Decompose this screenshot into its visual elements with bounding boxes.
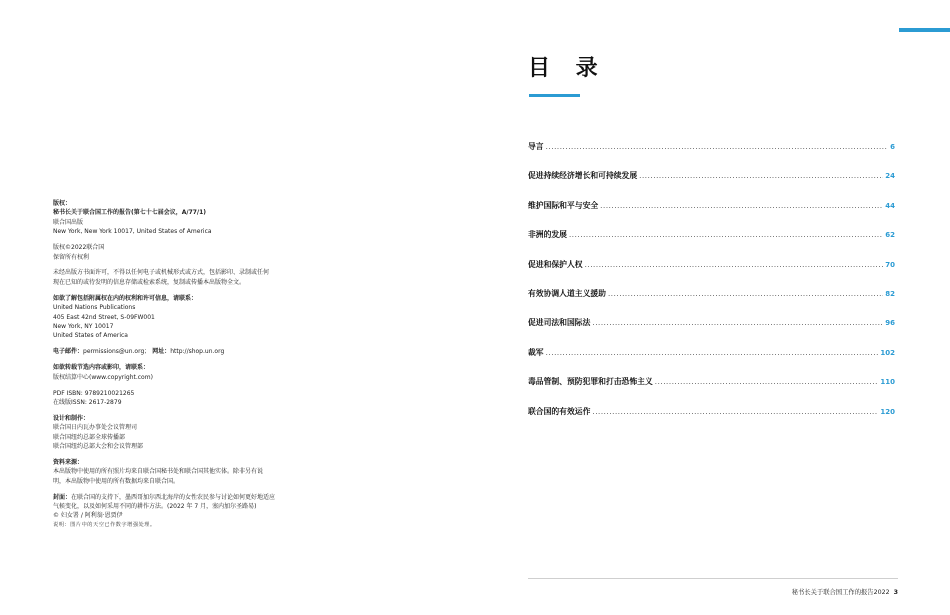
cover-text-1: 在联合国的支持下，墨西哥加尔西北海岸的女性农民参与讨论如何更好地适应: [71, 493, 276, 501]
publisher: 联合国出版: [53, 218, 84, 226]
toc-leader-dots: [585, 261, 884, 269]
toc-entry-page: 102: [880, 348, 895, 357]
title-underline: [529, 94, 580, 97]
design-line-1: 联合国日内瓦办事处会议管理司: [53, 424, 138, 432]
copyright-block: [53, 199, 303, 530]
toc-entry-page: 44: [885, 201, 895, 210]
contact-line: [53, 347, 303, 356]
footer-report-name: 秘书长关于联合国工作的报告2022: [791, 589, 890, 596]
toc-entry-page: 110: [880, 378, 895, 387]
toc-list: [528, 141, 895, 435]
sources-heading: 资料来源：: [53, 458, 84, 466]
photocopy-contact: 版权结算中心(www.copyright.com): [53, 373, 153, 381]
toc-entry-page: 82: [885, 289, 895, 298]
toc-entry-page: 24: [885, 172, 895, 181]
sources-line-1: 本出版物中使用的所有照片均来自联合国秘书处和联合国其他实体。除非另有说: [53, 468, 264, 476]
toc-entry-label: 促进持续经济增长和可持续发展: [528, 171, 638, 181]
toc-leader-dots: [655, 378, 879, 386]
toc-entry-label: 促进司法和国际法: [528, 318, 591, 328]
toc-entry[interactable]: [528, 317, 895, 346]
contact-city: New York, NY 10017: [53, 322, 114, 330]
design-line-2: 联合国纽约总部全球传播部: [53, 433, 126, 441]
toc-entry[interactable]: [528, 170, 895, 199]
copyright-line: 版权©2022联合国: [53, 244, 105, 252]
pdf-isbn: PDF ISBN: 9789210021265: [53, 389, 135, 397]
rights-reserved: 保留所有权利: [53, 253, 90, 261]
toc-leader-dots: [546, 349, 879, 357]
email-label: 电子邮件：: [53, 348, 84, 356]
toc-entry[interactable]: [528, 406, 895, 435]
top-accent-bar: [899, 28, 950, 32]
toc-leader-dots: [546, 143, 889, 151]
toc-entry-label: 毒品管制、预防犯罪和打击恐怖主义: [528, 377, 653, 387]
toc-entry[interactable]: [528, 141, 895, 170]
toc-entry[interactable]: [528, 347, 895, 376]
toc-entry-page: 96: [885, 319, 895, 328]
copyright-heading: 版权：: [53, 200, 72, 207]
design-line-3: 联合国纽约总部大会和会议管理部: [53, 443, 144, 451]
photo-note: 说明：图片中的天空已作数字增强处理。: [53, 521, 156, 528]
cover-label: 封面：: [53, 493, 72, 501]
toc-leader-dots: [600, 202, 883, 210]
toc-entry[interactable]: [528, 229, 895, 258]
photo-credit: © 妇女署 / 阿利翁·恩贾伊: [53, 512, 123, 520]
cover-line-2: 气候变化，以及如何采用不同的耕作方法。(2022 年 7 月，塞内加尔圣路易): [53, 503, 257, 511]
rights-info-heading: 如欲了解包括附属权在内的权利和许可信息，请联系：: [53, 294, 198, 302]
footer-divider: [528, 578, 898, 579]
email-link[interactable]: permissions@un.org；: [83, 348, 151, 356]
publisher-address: New York, New York 10017, United States of America: [53, 228, 212, 236]
toc-leader-dots: [608, 290, 883, 298]
contact-country: United States of America: [53, 332, 128, 340]
toc-entry-label: 非洲的发展: [528, 230, 567, 240]
toc-entry[interactable]: [528, 259, 895, 288]
notice-line-2: 现在已知的或待发明的信息存储或检索系统，复制或传播本出版物全文。: [53, 278, 246, 286]
toc-entry-label: 维护国际和平与安全: [528, 200, 599, 210]
photocopy-heading: 如欲转载节选内容或影印，请联系：: [53, 364, 150, 372]
design-heading: 设计和制作：: [53, 414, 90, 422]
website-link[interactable]: http://shop.un.org: [170, 348, 225, 356]
footer-page-number: 3: [893, 589, 898, 596]
toc-leader-dots: [592, 319, 883, 327]
toc-leader-dots: [569, 231, 883, 239]
toc-entry-label: 有效协调人道主义援助: [528, 288, 606, 298]
contact-org: United Nations Publications: [53, 304, 136, 312]
toc-entry-page: 62: [885, 231, 895, 240]
toc-entry-label: 促进和保护人权: [528, 259, 583, 269]
toc-entry-page: 70: [885, 260, 895, 269]
online-issn: 在线版ISSN: 2617-2879: [53, 398, 122, 406]
toc-entry-page: 120: [880, 407, 895, 416]
sources-line-2: 明，本出版物中使用的所有数据均来自联合国。: [53, 477, 180, 485]
toc-leader-dots: [639, 172, 883, 180]
toc-entry-page: 6: [890, 143, 895, 151]
page-footer: [792, 587, 898, 596]
contact-street: 405 East 42nd Street, S-09FW001: [53, 313, 155, 321]
toc-entry[interactable]: [528, 288, 895, 317]
website-label: 网址：: [152, 348, 171, 356]
toc-entry-label: 导言: [528, 142, 544, 151]
cover-line-1: [53, 493, 303, 502]
toc-entry-label: 裁军: [528, 347, 544, 357]
notice-line-1: 未经出版方书面许可，不得以任何电子或机械形式或方式，包括影印、录制或任何: [53, 269, 270, 277]
toc-title: 目 录: [528, 56, 607, 81]
toc-leader-dots: [592, 408, 878, 416]
toc-entry[interactable]: [528, 200, 895, 229]
toc-entry-label: 联合国的有效运作: [528, 406, 591, 416]
toc-entry[interactable]: [528, 376, 895, 405]
report-title: 秘书长关于联合国工作的报告(第七十七届会议，A/77/1): [53, 209, 207, 217]
